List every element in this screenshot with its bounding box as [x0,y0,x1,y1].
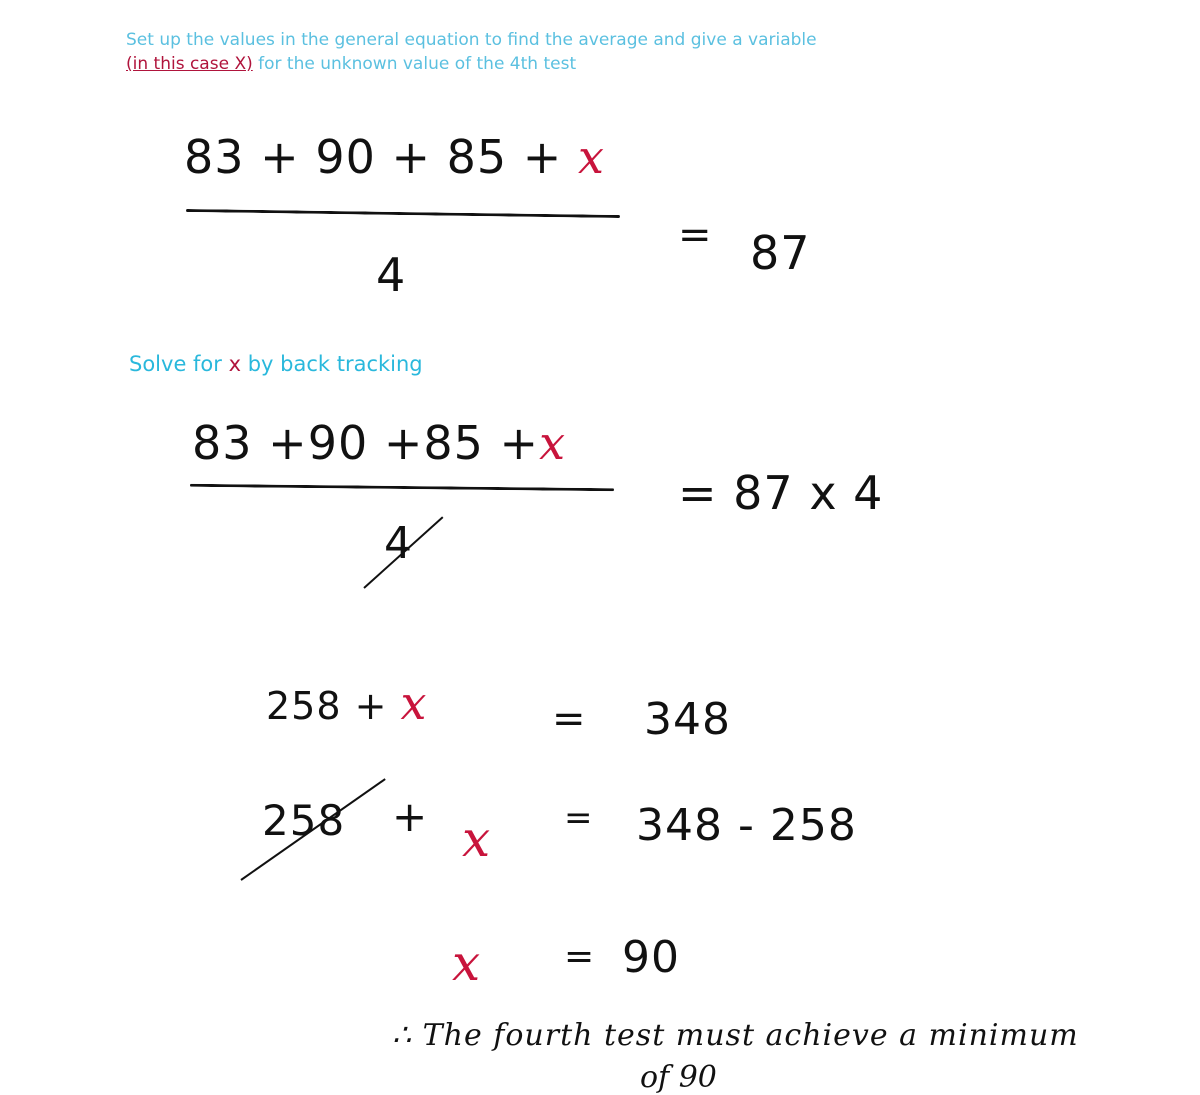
equation-2-rhs: = 87 x 4 [678,466,884,520]
conclusion-line2: of 90 [640,1060,717,1095]
instruction-solve-prefix: Solve for [129,352,229,376]
equation-4-lhs-number: 258 [262,796,346,845]
equation-4-rhs: 348 - 258 [636,800,857,851]
equation-2-terms: 83 +90 +85 + [192,416,540,470]
instruction-solve [129,350,423,378]
equation-5-rhs: 90 [622,932,680,983]
instruction-solve-suffix: by back tracking [241,352,423,376]
equation-1-fraction-bar [186,209,620,218]
equation-1-variable: x [577,130,605,184]
equation-2-denominator: 4 [384,518,413,569]
equation-4-plus: + [392,792,429,841]
equation-3-terms: 258 + [266,684,401,728]
equation-1-terms: 83 + 90 + 85 + [184,130,578,184]
variable-note: (in this case X) [126,54,253,74]
equation-2-variable: x [539,416,567,470]
instruction-setup-line2-rest: for the unknown value of the 4th test [252,54,577,74]
equation-1-equals: = [678,212,713,258]
equation-3-lhs [266,676,427,730]
equation-2-numerator [192,416,566,470]
equation-3-equals: = [552,696,587,742]
equation-5-equals: = [564,936,596,977]
instruction-setup [126,28,817,76]
equation-5-variable: x [452,934,482,992]
instruction-solve-variable: x [228,352,242,376]
instruction-setup-line2 [126,52,817,76]
equation-2-fraction-bar [190,484,614,491]
instruction-setup-line1: Set up the values in the general equation to find the average and give a variable [126,30,817,50]
equation-1-numerator [184,130,605,184]
equation-4-equals: = [564,798,594,838]
equation-1-result: 87 [750,226,811,280]
equation-3-variable: x [400,676,428,730]
conclusion-line1: ∴ The fourth test must achieve a minimum [392,1018,1079,1053]
equation-1-denominator: 4 [376,248,407,302]
equation-4-variable: x [462,810,492,868]
equation-3-rhs: 348 [644,694,731,745]
